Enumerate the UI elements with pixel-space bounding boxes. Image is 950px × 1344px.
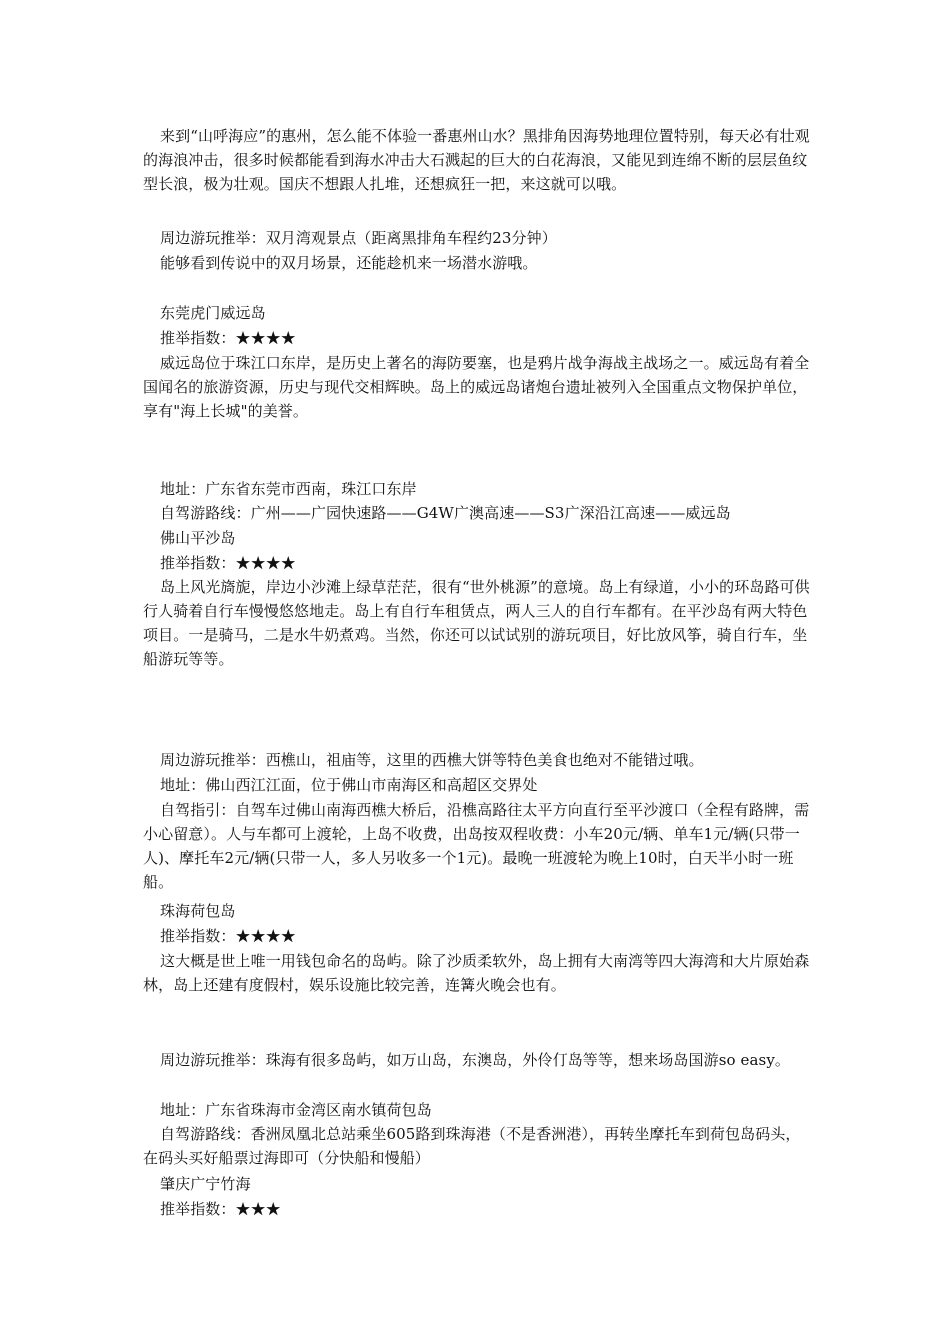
- paragraph-pingsha-desc: 岛上风光旖旎，岸边小沙滩上绿草茫茫，很有“世外桃源”的意境。岛上有绿道，小小的环岛路可供行人骑着自行车慢慢悠悠地走。岛上有自行车租赁点，两人三人的自行车都有。在平沙岛有两大特色项目。一是骑马，二是水牛奶煮鸡。当然，你还可以试试别的游玩项目，好比放风筝，骑自行车，坐船游玩等等。: [143, 578, 810, 668]
- paragraph-pingsha-nearby: 周边游玩推举：西樵山，祖庙等，这里的西樵大饼等特色美食也绝对不能错过哦。: [160, 751, 704, 769]
- paragraph-weiyuan-address: 地址：广东省东莞市西南，珠江口东岸: [160, 480, 417, 498]
- paragraph-hebao-nearby: 周边游玩推举：珠海有很多岛屿，如万山岛，东澳岛，外伶仃岛等等，想来场岛国游so easy。: [160, 1051, 790, 1069]
- section-heading-zhuhai-bamboo: 肇庆广宁竹海: [160, 1175, 251, 1193]
- paragraph-weiyuan-desc: 威远岛位于珠江口东岸，是历史上著名的海防要塞，也是鸦片战争海战主战场之一。威远岛有着全国闻名的旅游资源，历史与现代交相辉映。岛上的威远岛诸炮台遗址被列入全国重点文物保护单位，享有"海上长城"的美誉。: [143, 354, 810, 420]
- section-heading-hebao: 珠海荷包岛: [160, 902, 236, 920]
- paragraph-hebao-route: 自驾游路线：香洲凤凰北总站乘坐605路到珠海港（不是香洲港），再转坐摩托车到荷包岛码头，在码头买好船票过海即可（分快船和慢船）: [143, 1125, 801, 1167]
- section-heading-weiyuan: 东莞虎门威远岛: [160, 304, 266, 322]
- rating-guangning: 推举指数：★★★: [160, 1200, 281, 1218]
- rating-hebao: 推举指数：★★★★: [160, 927, 296, 945]
- paragraph-hebao-desc: 这大概是世上唯一用钱包命名的岛屿。除了沙质柔软外，岛上拥有大南湾等四大海湾和大片原始森林，岛上还建有度假村，娱乐设施比较完善，连篝火晚会也有。: [143, 952, 810, 994]
- paragraph-shuangyue-note: 能够看到传说中的双月场景，还能趁机来一场潜水游哦。: [160, 254, 538, 272]
- paragraph-huizhou-intro: 来到“山呼海应”的惠州，怎么能不体验一番惠州山水？黑排角因海势地理位置特别，每天必有壮观的海浪冲击，很多时候都能看到海水冲击大石溅起的巨大的白花海浪，又能见到连绵不断的层层鱼纹型长浪，极为壮观。国庆不想跟人扎堆，还想疯狂一把，来这就可以哦。: [143, 127, 810, 193]
- paragraph-pingsha-driving: 自驾指引：自驾车过佛山南海西樵大桥后，沿樵高路往太平方向直行至平沙渡口（全程有路牌，需小心留意）。人与车都可上渡轮，上岛不收费，出岛按双程收费：小车20元/辆、单车1元/辆(只带一人)、摩托车2元/辆(只带一人，多人另收多一个1元)。最晚一班渡轮为晚上10时，白天半小时一班船。: [143, 801, 810, 891]
- section-heading-pingsha: 佛山平沙岛: [160, 529, 236, 547]
- rating-pingsha: 推举指数：★★★★: [160, 554, 296, 572]
- paragraph-weiyuan-route: 自驾游路线：广州——广园快速路——G4W广澳高速——S3广深沿江高速——威远岛: [160, 504, 731, 522]
- paragraph-hebao-address: 地址：广东省珠海市金湾区南水镇荷包岛: [160, 1101, 432, 1119]
- rating-weiyuan: 推举指数：★★★★: [160, 329, 296, 347]
- paragraph-nearby-recommendation: 周边游玩推举：双月湾观景点（距离黑排角车程约23分钟）: [160, 229, 557, 247]
- paragraph-pingsha-address: 地址：佛山西江江面，位于佛山市南海区和高超区交界处: [160, 776, 538, 794]
